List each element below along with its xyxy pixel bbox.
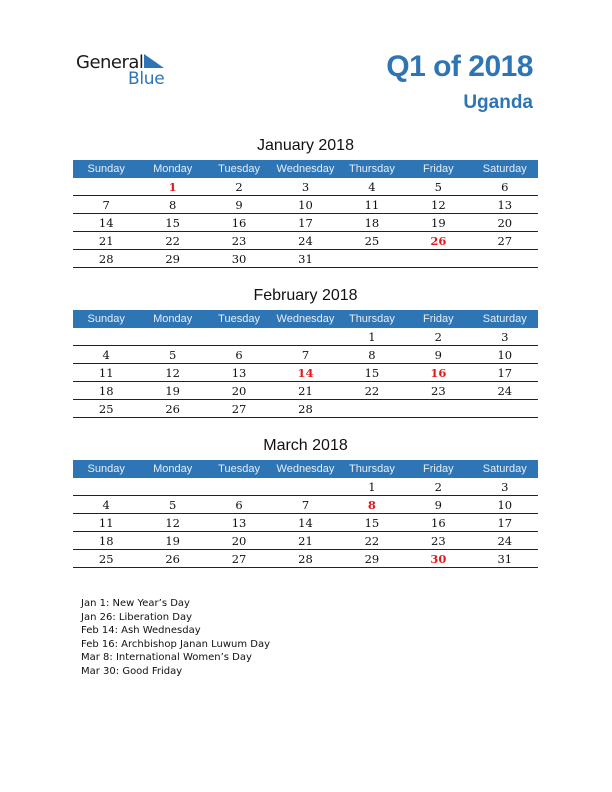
week-row: [73, 496, 538, 514]
day-cell: 20: [472, 214, 538, 232]
weekday-header: Monday: [139, 460, 205, 478]
day-cell: 14: [73, 214, 139, 232]
empty-cell: [139, 328, 205, 346]
empty-cell: [272, 328, 338, 346]
day-cell: 18: [73, 382, 139, 400]
day-cell: 12: [405, 196, 471, 214]
empty-cell: [339, 250, 405, 268]
day-cell: 20: [206, 382, 272, 400]
day-cell: 25: [73, 550, 139, 568]
weekday-header: Thursday: [339, 310, 405, 328]
weekday-header: Tuesday: [206, 460, 272, 478]
week-row: [73, 214, 538, 232]
weekday-header: Tuesday: [206, 160, 272, 178]
logo-triangle-icon: [144, 54, 164, 68]
day-cell: 3: [472, 478, 538, 496]
day-cell: 31: [272, 250, 338, 268]
day-cell: 26: [139, 400, 205, 418]
calendar-grid: [73, 310, 538, 418]
empty-cell: [206, 328, 272, 346]
holiday-note: Jan 1: New Year’s Day: [81, 598, 190, 609]
day-cell: 3: [472, 328, 538, 346]
day-cell: 12: [139, 364, 205, 382]
day-cell: 4: [73, 346, 139, 364]
day-cell: 10: [472, 496, 538, 514]
empty-cell: [405, 400, 471, 418]
empty-cell: [472, 250, 538, 268]
weekday-header: Sunday: [73, 310, 139, 328]
weekday-header: Friday: [405, 310, 471, 328]
day-cell: 7: [73, 196, 139, 214]
logo-blue-text: Blue: [128, 69, 165, 89]
day-cell: 18: [73, 532, 139, 550]
day-cell: 30: [405, 550, 471, 568]
day-cell: 11: [73, 364, 139, 382]
month-title: February 2018: [253, 287, 358, 304]
day-cell: 11: [339, 196, 405, 214]
month-calendar: [73, 436, 538, 568]
calendar-grid: [73, 460, 538, 568]
day-cell: 23: [206, 232, 272, 250]
weekday-header: Friday: [405, 460, 471, 478]
day-cell: 7: [272, 496, 338, 514]
weekday-header: Saturday: [472, 460, 538, 478]
day-cell: 9: [405, 346, 471, 364]
day-cell: 2: [206, 178, 272, 196]
week-row: [73, 364, 538, 382]
day-cell: 22: [339, 532, 405, 550]
day-cell: 23: [405, 382, 471, 400]
weekday-header: Wednesday: [272, 310, 338, 328]
day-cell: 2: [405, 328, 471, 346]
day-cell: 17: [472, 514, 538, 532]
weekday-header: Saturday: [472, 160, 538, 178]
day-cell: 6: [206, 496, 272, 514]
empty-cell: [73, 178, 139, 196]
week-row: [73, 178, 538, 196]
day-cell: 1: [339, 328, 405, 346]
day-cell: 22: [339, 382, 405, 400]
weekday-header: Wednesday: [272, 160, 338, 178]
weekday-header: Monday: [139, 160, 205, 178]
page-title: Q1 of 2018: [386, 50, 533, 83]
week-row: [73, 550, 538, 568]
day-cell: 28: [73, 250, 139, 268]
day-cell: 16: [206, 214, 272, 232]
week-row: [73, 196, 538, 214]
day-cell: 5: [139, 346, 205, 364]
day-cell: 8: [139, 196, 205, 214]
day-cell: 9: [206, 196, 272, 214]
empty-cell: [73, 478, 139, 496]
day-cell: 24: [472, 532, 538, 550]
day-cell: 29: [139, 250, 205, 268]
week-row: [73, 514, 538, 532]
day-cell: 17: [272, 214, 338, 232]
week-row: [73, 532, 538, 550]
day-cell: 25: [73, 400, 139, 418]
day-cell: 15: [339, 364, 405, 382]
weekday-header: Friday: [405, 160, 471, 178]
day-cell: 18: [339, 214, 405, 232]
empty-cell: [339, 400, 405, 418]
week-row: [73, 382, 538, 400]
day-cell: 27: [206, 550, 272, 568]
weekday-header: Wednesday: [272, 460, 338, 478]
day-cell: 9: [405, 496, 471, 514]
day-cell: 8: [339, 496, 405, 514]
holiday-note: Feb 16: Archbishop Janan Luwum Day: [81, 638, 271, 650]
day-cell: 10: [472, 346, 538, 364]
weekday-header: Thursday: [339, 460, 405, 478]
week-row: [73, 328, 538, 346]
day-cell: 19: [405, 214, 471, 232]
day-cell: 21: [272, 382, 338, 400]
month-title: January 2018: [257, 137, 354, 154]
day-cell: 1: [139, 178, 205, 196]
day-cell: 19: [139, 532, 205, 550]
day-cell: 24: [472, 382, 538, 400]
day-cell: 30: [206, 250, 272, 268]
day-cell: 10: [272, 196, 338, 214]
empty-cell: [272, 478, 338, 496]
day-cell: 16: [405, 364, 471, 382]
week-row: [73, 232, 538, 250]
country-name: Uganda: [463, 92, 533, 113]
day-cell: 13: [472, 196, 538, 214]
weekday-header: Tuesday: [206, 310, 272, 328]
day-cell: 29: [339, 550, 405, 568]
holiday-note: Feb 14: Ash Wednesday: [81, 625, 201, 637]
day-cell: 21: [272, 532, 338, 550]
holiday-notes: [81, 597, 270, 679]
month-calendar: [73, 136, 538, 268]
empty-cell: [139, 478, 205, 496]
month-title: March 2018: [263, 437, 348, 454]
day-cell: 26: [405, 232, 471, 250]
weekday-header: Sunday: [73, 160, 139, 178]
day-cell: 24: [272, 232, 338, 250]
day-cell: 17: [472, 364, 538, 382]
day-cell: 7: [272, 346, 338, 364]
day-cell: 25: [339, 232, 405, 250]
empty-cell: [472, 400, 538, 418]
day-cell: 6: [206, 346, 272, 364]
calendar-grid: [73, 160, 538, 268]
day-cell: 1: [339, 478, 405, 496]
day-cell: 11: [73, 514, 139, 532]
day-cell: 16: [405, 514, 471, 532]
week-row: [73, 346, 538, 364]
day-cell: 5: [405, 178, 471, 196]
logo: [76, 52, 176, 92]
day-cell: 15: [339, 514, 405, 532]
day-cell: 20: [206, 532, 272, 550]
day-cell: 6: [472, 178, 538, 196]
day-cell: 2: [405, 478, 471, 496]
day-cell: 14: [272, 364, 338, 382]
empty-cell: [405, 250, 471, 268]
week-row: [73, 250, 538, 268]
weekday-header: Monday: [139, 310, 205, 328]
day-cell: 23: [405, 532, 471, 550]
day-cell: 14: [272, 514, 338, 532]
day-cell: 13: [206, 514, 272, 532]
week-row: [73, 478, 538, 496]
day-cell: 13: [206, 364, 272, 382]
logo-general-text: General: [76, 52, 144, 73]
holiday-note: Mar 30: Good Friday: [81, 665, 183, 677]
day-cell: 31: [472, 550, 538, 568]
weekday-header: Sunday: [73, 460, 139, 478]
day-cell: 12: [139, 514, 205, 532]
month-calendar: [73, 286, 538, 418]
weekday-header: Saturday: [472, 310, 538, 328]
weekday-header: Thursday: [339, 160, 405, 178]
day-cell: 26: [139, 550, 205, 568]
day-cell: 28: [272, 400, 338, 418]
holiday-note: Mar 8: International Women’s Day: [81, 652, 252, 664]
day-cell: 4: [73, 496, 139, 514]
holiday-note: Jan 26: Liberation Day: [81, 611, 193, 623]
day-cell: 27: [206, 400, 272, 418]
day-cell: 21: [73, 232, 139, 250]
day-cell: 22: [139, 232, 205, 250]
day-cell: 27: [472, 232, 538, 250]
day-cell: 19: [139, 382, 205, 400]
day-cell: 28: [272, 550, 338, 568]
day-cell: 5: [139, 496, 205, 514]
day-cell: 15: [139, 214, 205, 232]
day-cell: 8: [339, 346, 405, 364]
empty-cell: [206, 478, 272, 496]
day-cell: 3: [272, 178, 338, 196]
week-row: [73, 400, 538, 418]
empty-cell: [73, 328, 139, 346]
day-cell: 4: [339, 178, 405, 196]
